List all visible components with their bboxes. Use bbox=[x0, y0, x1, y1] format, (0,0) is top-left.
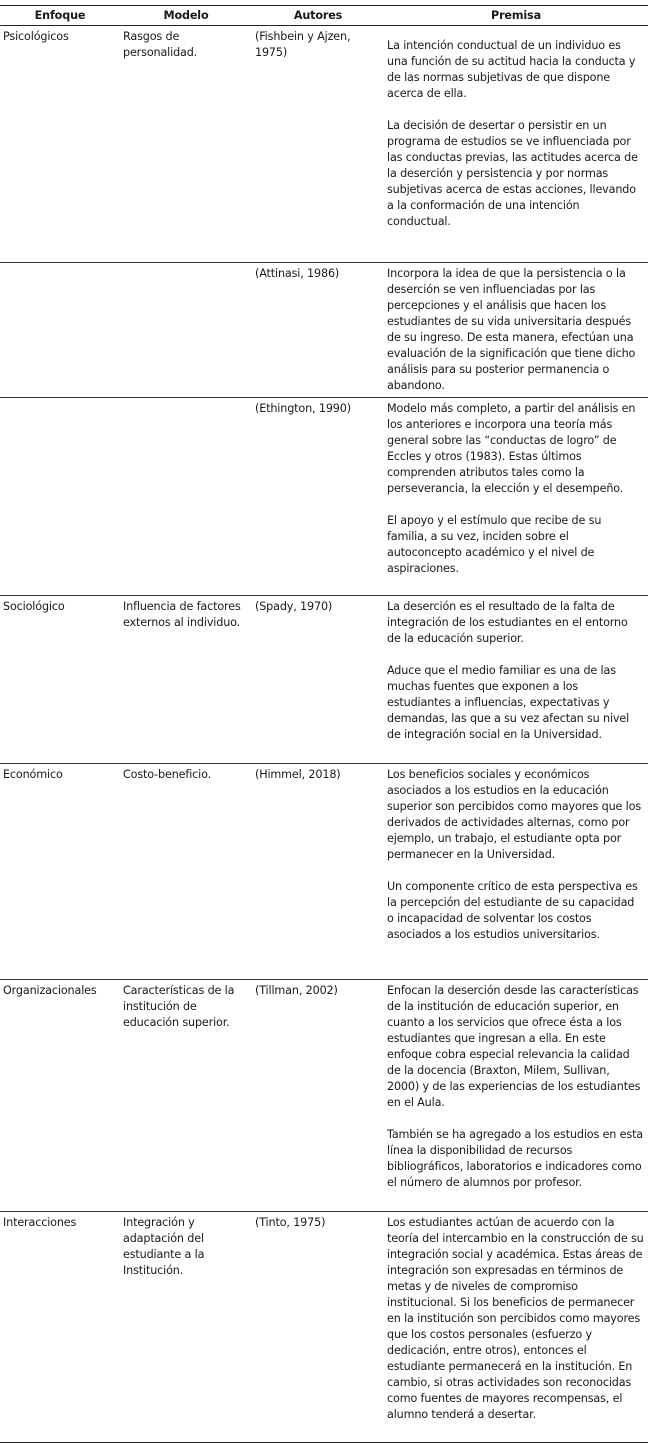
premisa-paragraph: La deserción es el resultado de la falta de integración de los estudiantes en el entorno de la educación superior. bbox=[387, 600, 628, 645]
cell-enfoque bbox=[0, 263, 120, 398]
cell-modelo bbox=[120, 263, 252, 398]
cell-autores: (Spady, 1970) bbox=[252, 596, 384, 764]
table-row bbox=[0, 980, 648, 1212]
header-premisa: Premisa bbox=[384, 6, 648, 26]
premisa-paragraph: Los beneficios sociales y económicos asociados a los estudios en la educación superior son percibidos como mayores que los derivados de actividades alternas, como por ejemplo, un trabajo, el estudiante opta por permanecer en la Universidad. bbox=[387, 768, 642, 861]
cell-premisa bbox=[384, 764, 648, 980]
table-row bbox=[0, 263, 648, 398]
cell-enfoque: Psicológicos bbox=[0, 26, 120, 263]
cell-enfoque: Sociológico bbox=[0, 596, 120, 764]
cell-modelo: Costo-beneficio. bbox=[120, 764, 252, 980]
premisa-paragraph: Los estudiantes actúan de acuerdo con la teoría del intercambio en la construcción de su integración social y académica. Estas áreas de integración son expresadas en términos de metas y de niveles de compromiso institucional. Si los beneficios de permanecer en la institución son percibidos como mayores que los costos personales (esfuerzo y dedicación, entre otros), entonces el estudiante permanecerá en la institución. En cambio, si otras actividades son reconocidas como fuentes de mayores recompensas, el alumno tenderá a desertar. bbox=[387, 1216, 644, 1421]
header-autores: Autores bbox=[252, 6, 384, 26]
cell-modelo bbox=[120, 398, 252, 596]
cell-modelo: Influencia de factores externos al individuo. bbox=[120, 596, 252, 764]
table-header-row bbox=[0, 6, 648, 26]
premisa-paragraph: Incorpora la idea de que la persistencia o la deserción se ven influenciadas por las percepciones y el análisis que hacen los estudiantes de su vida universitaria después de su ingreso. De esta manera, efectúan una evaluación de la significación que tiene dicho análisis para su posterior permanencia o abandono. bbox=[387, 267, 636, 392]
table-row bbox=[0, 596, 648, 764]
premisa-paragraph: También se ha agregado a los estudios en esta línea la disponibilidad de recursos bibliográficos, laboratorios e indicadores como el número de alumnos por profesor. bbox=[387, 1128, 644, 1189]
cell-enfoque bbox=[0, 398, 120, 596]
premisa-paragraph: El apoyo y el estímulo que recibe de su familia, a su vez, inciden sobre el autoconcepto académico y el nivel de aspiraciones. bbox=[387, 514, 602, 575]
premisa-paragraph: Enfocan la deserción desde las características de la institución de educación superior, en cuanto a los servicios que ofrece ésta a los estudiantes que ingresan a ella. En este enfoque cobra especial relevancia la calidad de la docencia (Braxton, Milem, Sullivan, 2000) y de las experiencias de los estudiantes en el Aula. bbox=[387, 984, 641, 1109]
table-row bbox=[0, 26, 648, 263]
cell-premisa bbox=[384, 263, 648, 398]
premisa-paragraph: Un componente crítico de esta perspectiva es la percepción del estudiante de su capacidad o incapacidad de solventar los costos asociados a los estudios universitarios. bbox=[387, 880, 638, 941]
cell-autores: (Ethington, 1990) bbox=[252, 398, 384, 596]
cell-enfoque: Organizacionales bbox=[0, 980, 120, 1212]
cell-enfoque: Interacciones bbox=[0, 1212, 120, 1443]
cell-premisa bbox=[384, 596, 648, 764]
cell-premisa bbox=[384, 980, 648, 1212]
cell-premisa bbox=[384, 26, 648, 263]
cell-modelo: Características de la institución de educación superior. bbox=[120, 980, 252, 1212]
premises-table bbox=[0, 5, 648, 1443]
cell-modelo: Integración y adaptación del estudiante a la Institución. bbox=[120, 1212, 252, 1443]
header-enfoque: Enfoque bbox=[0, 6, 120, 26]
cell-autores: (Tinto, 1975) bbox=[252, 1212, 384, 1443]
cell-enfoque: Económico bbox=[0, 764, 120, 980]
cell-modelo: Rasgos de personalidad. bbox=[120, 26, 252, 263]
cell-premisa bbox=[384, 1212, 648, 1443]
cell-autores: (Himmel, 2018) bbox=[252, 764, 384, 980]
cell-premisa bbox=[384, 398, 648, 596]
table-row bbox=[0, 1212, 648, 1443]
premisa-paragraph: La decisión de desertar o persistir en un programa de estudios se ve influenciada por las conductas previas, las actitudes acerca de la deserción y persistencia y por normas subjetivas acerca de estas acciones, llevando a la conformación de una intención conductual. bbox=[387, 119, 638, 228]
header-modelo: Modelo bbox=[120, 6, 252, 26]
premisa-paragraph: Modelo más completo, a partir del análisis en los anteriores e incorpora una teoría más general sobre las “conductas de logro” de Eccles y otros (1983). Estas últimos comprenden atributos tales como la perseverancia, la elección y el desempeño. bbox=[387, 402, 636, 495]
table-row bbox=[0, 398, 648, 596]
table-row bbox=[0, 764, 648, 980]
premisa-paragraph: Aduce que el medio familiar es una de las muchas fuentes que exponen a los estudiantes a influencias, expectativas y demandas, las que a su vez afectan su nivel de integración social en la Universidad. bbox=[387, 664, 630, 741]
cell-autores: (Attinasi, 1986) bbox=[252, 263, 384, 398]
cell-autores: (Tillman, 2002) bbox=[252, 980, 384, 1212]
cell-autores: (Fishbein y Ajzen, 1975) bbox=[252, 26, 384, 263]
premisa-paragraph: La intención conductual de un individuo es una función de su actitud hacia la conducta y de las normas subjetivas de que dispone acerca de ella. bbox=[387, 39, 636, 100]
